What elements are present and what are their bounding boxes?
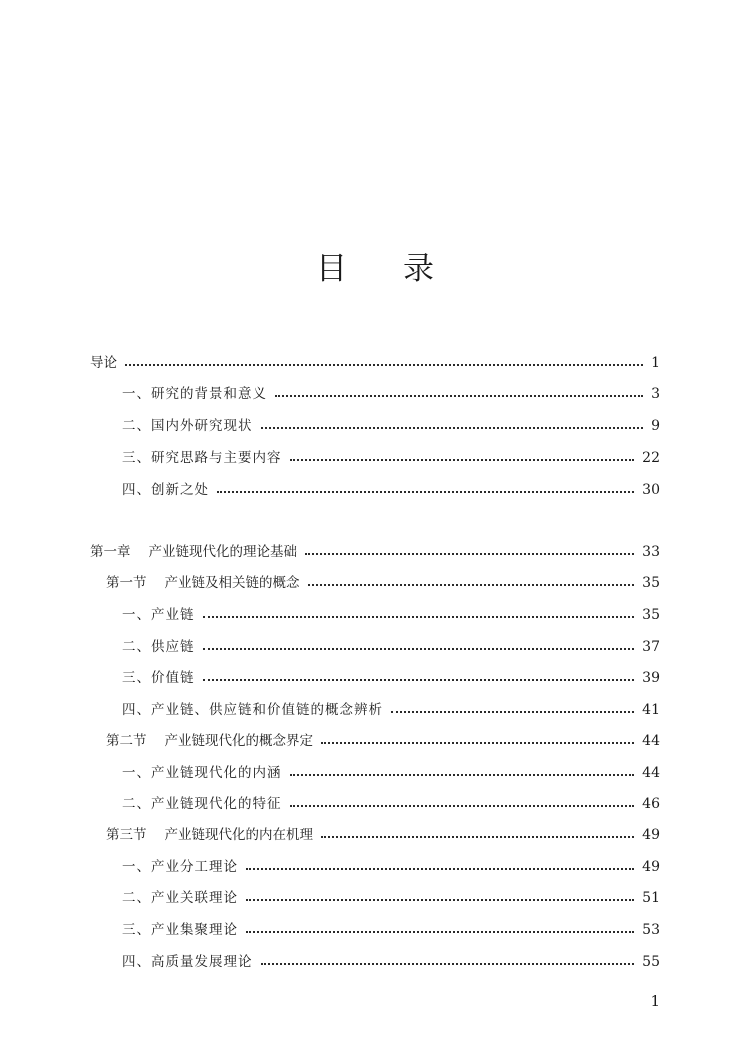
toc-entry-page: 51 (642, 890, 660, 906)
toc-entry-page: 33 (642, 544, 660, 560)
toc-entry-section-1[interactable] (106, 572, 660, 594)
toc-leader-dots (203, 679, 635, 681)
toc-entry-page: 35 (642, 607, 660, 623)
toc-entry-prefix: 第二节 (106, 733, 147, 749)
toc-entry-page: 46 (642, 796, 660, 812)
toc-entry-label: 四、高质量发展理论 (122, 954, 253, 970)
toc-entry-label: 三、研究思路与主要内容 (122, 450, 282, 466)
toc-entry[interactable] (122, 383, 660, 405)
toc-leader-dots (321, 836, 634, 838)
toc-entry-page: 44 (642, 765, 660, 781)
toc-leader-dots (308, 584, 635, 586)
toc-entry-label: 四、产业链、供应链和价值链的概念辨析 (122, 702, 383, 718)
toc-entry-label: 产业链现代化的理论基础 (148, 544, 297, 560)
toc-entry-page: 1 (651, 355, 660, 371)
toc-entry-page: 55 (642, 954, 660, 970)
toc-entry[interactable] (122, 447, 660, 469)
title-char-1: 目 (316, 251, 347, 287)
toc-entry[interactable] (122, 636, 660, 658)
toc-entry-label: 一、产业分工理论 (122, 859, 238, 875)
toc-entry[interactable] (122, 479, 660, 501)
toc-leader-dots (305, 553, 634, 555)
toc-entry[interactable] (122, 887, 660, 909)
toc-entry-section-3[interactable] (106, 824, 660, 846)
toc-entry-page: 39 (642, 670, 660, 686)
toc-entry-label: 一、产业链现代化的内涵 (122, 765, 282, 781)
toc-entry-chapter-1[interactable] (90, 541, 660, 563)
toc-leader-dots (275, 395, 643, 397)
toc-entry-label: 三、产业集聚理论 (122, 922, 238, 938)
toc-leader-dots (261, 427, 644, 429)
toc-entry-label: 产业链及相关链的概念 (164, 575, 300, 591)
toc-leader-dots (217, 491, 634, 493)
toc-entry[interactable] (122, 699, 660, 721)
toc-entry-page: 49 (642, 859, 660, 875)
toc-entry-label: 二、国内外研究现状 (122, 418, 253, 434)
toc-entry-section-2[interactable] (106, 730, 660, 752)
toc-entry-label: 一、产业链 (122, 607, 195, 623)
toc-entry-label: 二、产业链现代化的特征 (122, 796, 282, 812)
page-title (0, 244, 750, 294)
toc-leader-dots (290, 774, 635, 776)
toc-entry-label: 导论 (90, 355, 117, 371)
toc-leader-dots (125, 364, 643, 366)
toc-leader-dots (203, 648, 635, 650)
toc-entry-page: 44 (642, 733, 660, 749)
toc-leader-dots (246, 931, 634, 933)
toc-leader-dots (246, 868, 634, 870)
toc-entry-page: 41 (642, 702, 660, 718)
toc-entry-label: 四、创新之处 (122, 482, 209, 498)
toc-entry-page: 22 (642, 450, 660, 466)
toc-entry[interactable] (122, 856, 660, 878)
toc-leader-dots (261, 963, 635, 965)
toc-leader-dots (290, 805, 635, 807)
page-number: 1 (650, 992, 660, 1010)
toc-entry-label: 产业链现代化的内在机理 (164, 827, 313, 843)
toc-entry[interactable] (122, 667, 660, 689)
toc-leader-dots (391, 711, 634, 713)
toc-leader-dots (203, 616, 635, 618)
toc-leader-dots (321, 742, 634, 744)
title-char-2: 录 (403, 251, 434, 287)
toc-entry-page: 37 (642, 639, 660, 655)
toc-entry[interactable] (122, 415, 660, 437)
toc-entry[interactable] (122, 919, 660, 941)
toc-entry[interactable] (122, 793, 660, 815)
toc-entry-prefix: 第一章 (90, 544, 131, 560)
toc-entry-page: 49 (642, 827, 660, 843)
toc-entry-introduction[interactable] (90, 352, 660, 374)
toc-entry-page: 53 (642, 922, 660, 938)
toc-entry-page: 30 (642, 482, 660, 498)
toc-entry[interactable] (122, 762, 660, 784)
toc-entry[interactable] (122, 951, 660, 973)
toc-entry-label: 一、研究的背景和意义 (122, 386, 267, 402)
toc-entry-label: 三、价值链 (122, 670, 195, 686)
toc-leader-dots (246, 899, 634, 901)
toc-entry-page: 3 (651, 386, 660, 402)
toc-entry-page: 35 (642, 575, 660, 591)
toc-entry-label: 二、产业关联理论 (122, 890, 238, 906)
toc-leader-dots (290, 459, 635, 461)
toc-entry-label: 产业链现代化的概念界定 (164, 733, 313, 749)
toc-entry-prefix: 第一节 (106, 575, 147, 591)
toc-entry-page: 9 (651, 418, 660, 434)
toc-entry-label: 二、供应链 (122, 639, 195, 655)
toc-entry-prefix: 第三节 (106, 827, 147, 843)
toc-entry[interactable] (122, 604, 660, 626)
